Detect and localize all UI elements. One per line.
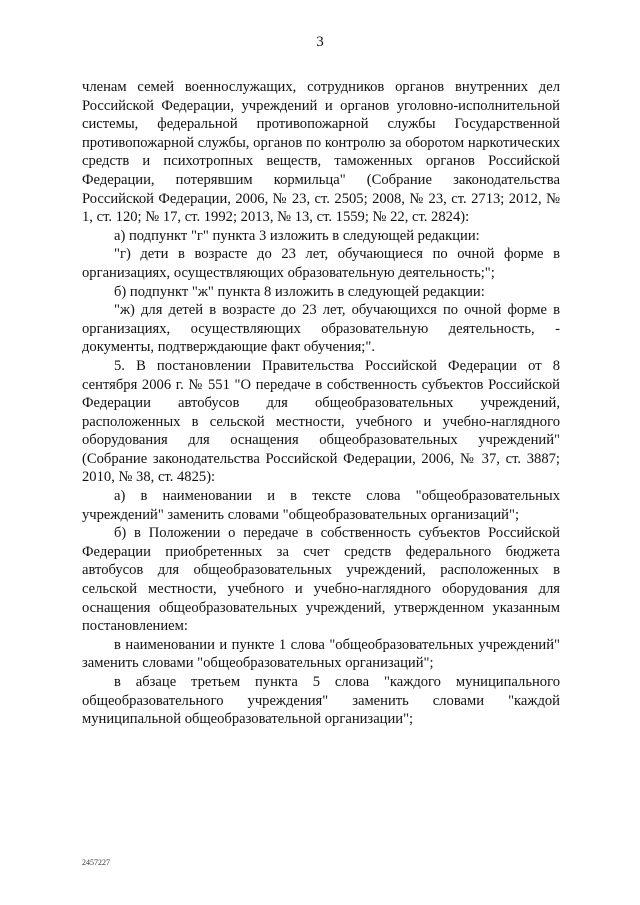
- paragraph-3: "г) дети в возрасте до 23 лет, обучающиеся по очной форме в организациях, осуществляющих образовательную деятельность;";: [82, 246, 560, 281]
- paragraph-7: а) в наименовании и в тексте слова "общеобразовательных учреждений" заменить словами "общеобразовательных организаций";: [82, 488, 560, 523]
- paragraph-9: в наименовании и пункте 1 слова "общеобразовательных учреждений" заменить словами "общеобразовательных организаций";: [82, 636, 560, 672]
- paragraph-10: в абзаце третьем пункта 5 слова "каждого муниципального общеобразовательного учреждения" заменить словами "каждой муниципальной общеобразовательной организации";: [82, 674, 560, 728]
- paragraph-2: а) подпункт "г" пункта 3 изложить в следующей редакции:: [114, 227, 480, 244]
- document-code: 2457227: [82, 858, 110, 867]
- document-body: [82, 78, 560, 729]
- paragraph-8: б) в Положении о передаче в собственность субъектов Российской Федерации приобретенных за счет средств федерального бюджета автобусов для общеобразовательных учреждений, расположенных в сельской местности, учебного и учебно-наглядного оборудования для оснащения общеобразовательных учреждений, утвержденном указанным постановлением:: [82, 525, 560, 635]
- paragraph-6: 5. В постановлении Правительства Российской Федерации от 8 сентября 2006 г. № 551 "О передаче в собственность субъектов Российской Федерации автобусов для общеобразовательных учреждений, расположенных в сельской местности, учебного и учебно-наглядного оборудования для оснащения общеобразовательных учреждений" (Собрание законодательства Российской Федерации, 2006, № 37, ст. 3887; 2010, № 38, ст. 4825):: [82, 357, 560, 486]
- paragraph-4: б) подпункт "ж" пункта 8 изложить в следующей редакции:: [114, 283, 485, 300]
- page-number: 3: [316, 34, 324, 50]
- paragraph-1: членам семей военнослужащих, сотрудников органов внутренних дел Российской Федерации, учреждений и органов уголовно-исполнительной системы, федеральной противопожарной службы Государственной противопожарной службы, органов по контролю за оборотом наркотических средств и психотропных веществ, таможенных органов Российской Федерации, потерявшим кормильца" (Собрание законодательства Российской Федерации, 2006, № 23, ст. 2505; 2008, № 23, ст. 2713; 2012, № 1, ст. 120; № 17, ст. 1992; 2013, № 13, ст. 1559; № 22, ст. 2824):: [82, 79, 560, 226]
- paragraph-5: "ж) для детей в возрасте до 23 лет, обучающихся по очной форме в организациях, осуществляющих образовательную деятельность, - документы, подтверждающие факт обучения;".: [82, 302, 560, 356]
